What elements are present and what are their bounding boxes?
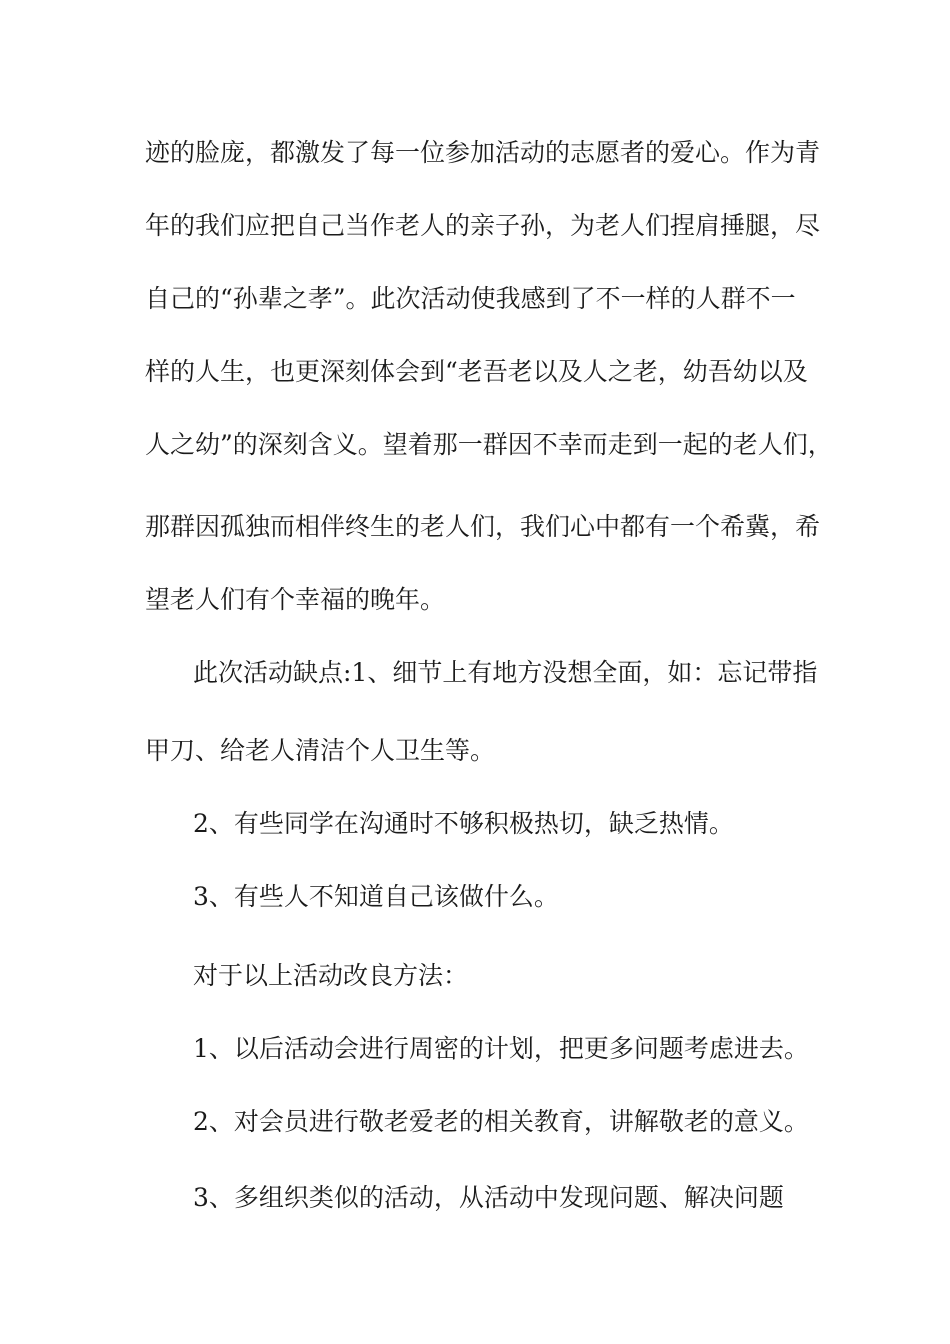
text-line: 对于以上活动改良方法： <box>193 961 469 990</box>
text-line: 甲刀、给老人清洁个人卫生等。 <box>145 736 496 765</box>
text-line: 望老人们有个幸福的晚年。 <box>145 585 446 614</box>
text-line: 3、多组织类似的活动，从活动中发现问题、解决问题 <box>193 1183 784 1212</box>
text-line: 1、以后活动会进行周密的计划，把更多问题考虑进去。 <box>193 1034 809 1063</box>
text-line: 迹的脸庞，都激发了每一位参加活动的志愿者的爱心。作为青 <box>145 138 821 167</box>
text-line: 2、对会员进行敬老爱老的相关教育，讲解敬老的意义。 <box>193 1107 809 1136</box>
text-line: 自己的“孙辈之孝”。此次活动使我感到了不一样的人群不一 <box>145 284 796 313</box>
text-line: 年的我们应把自己当作老人的亲子孙，为老人们捏肩捶腿，尽 <box>145 211 821 240</box>
text-line: 此次活动缺点:1、细节上有地方没想全面，如：忘记带指 <box>193 658 818 687</box>
text-line: 2、有些同学在沟通时不够积极热切，缺乏热情。 <box>193 809 734 838</box>
text-line: 那群因孤独而相伴终生的老人们，我们心中都有一个希冀，希 <box>145 512 821 541</box>
text-line: 3、有些人不知道自己该做什么。 <box>193 882 559 911</box>
text-line: 人之幼”的深刻含义。望着那一群因不幸而走到一起的老人们， <box>145 430 833 459</box>
text-line: 样的人生，也更深刻体会到“老吾老以及人之老，幼吾幼以及 <box>145 357 808 386</box>
